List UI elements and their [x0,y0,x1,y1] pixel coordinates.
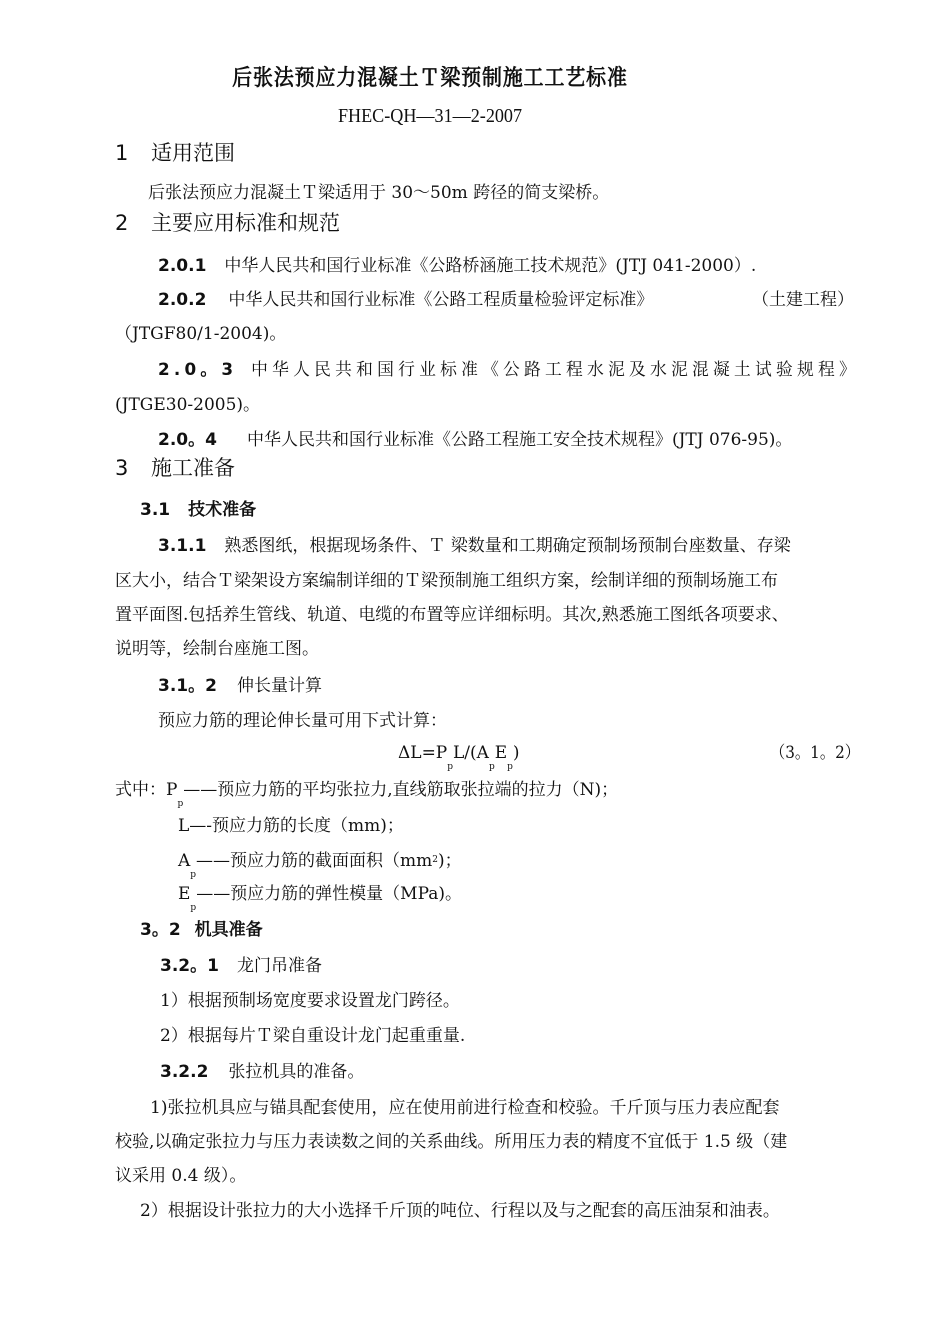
para-3-2-2-item-2: 2）根据设计张拉力的大小选择千斤顶的吨位、行程以及与之配套的高压油泵和油表。 [140,1201,780,1221]
subsection-title: 机具准备 [194,920,263,940]
item-text: 中华人民共和国行业标准《公路工程水泥及水泥混凝土试验规程》 [251,360,861,380]
para-3-2-1-item-1: 1）根据预制场宽度要求设置龙门跨径。 [160,991,460,1011]
doc-code: FHEC-QH—31—2-2007 [337,105,523,127]
formula-subscript: p [488,762,495,772]
standard-item-3-cont: (JTGE30-2005)。 [115,395,261,415]
item-number: 3.2.2 [160,1062,209,1082]
section-number: 2 [115,211,129,235]
item-number: 2.0。3 [158,360,238,380]
item-title: 伸长量计算 [236,676,322,696]
definition-subscript: p [190,903,197,913]
section-title: 适用范围 [151,141,235,165]
definition-symbol: 式中：P [115,780,178,800]
formula-part: L/(A [453,743,489,763]
definition-symbol: E [178,884,191,904]
item-number: 3.1。2 [158,676,217,696]
para-3-1-2-intro: 预应力筋的理论伸长量可用下式计算： [158,711,447,731]
definition-p [115,779,619,809]
section-2-heading [115,212,340,234]
para-3-2-2-heading [160,1061,364,1083]
standard-item-2 [158,289,653,311]
para-3-1-1-line-3: 置平面图.包括养生管线、轨道、电缆的布置等应详细标明。其次,熟悉施工图纸各项要求、 [115,605,789,625]
definition-text: )； [438,851,462,871]
para-3-1-1-line-4: 说明等，绘制台座施工图。 [115,639,319,659]
standard-item-3 [158,359,860,381]
item-number: 2.0.1 [158,256,207,276]
definition-subscript: p [190,870,197,880]
para-text: 熟悉图纸，根据现场条件、Ｔ 梁数量和工期确定预制场预制台座数量、存梁 [224,536,791,556]
definition-l: L—-预应力筋的长度（mm)； [178,816,404,836]
doc-title: 后张法预应力混凝土Ｔ梁预制施工工艺标准 [232,66,628,91]
item-text: 中华人民共和国行业标准《公路工程质量检验评定标准》 [228,290,654,310]
item-title: 张拉机具的准备。 [228,1062,365,1082]
para-3-2-1-heading [160,955,322,977]
item-title: 龙门吊准备 [236,956,322,976]
para-3-1-1-line-1 [158,535,791,557]
subsection-3-1-heading [140,499,256,521]
item-text: 中华人民共和国行业标准《公路桥涵施工技术规范》(JTJ 041-2000）. [224,256,757,276]
item-number: 2.0。4 [158,430,217,450]
definition-superscript: 2 [432,855,439,865]
definition-subscript: p [177,799,184,809]
para-3-2-2-item-1-line-2: 校验,以确定张拉力与压力表读数之间的关系曲线。所用压力表的精度不宜低于 1.5 级（建 [115,1132,788,1152]
para-3-1-2-heading [158,675,322,697]
standard-item-4 [158,429,792,451]
subsection-title: 技术准备 [188,500,257,520]
standard-item-2-tail: （土建工程） [752,290,854,310]
section-3-heading [115,457,235,479]
item-number: 3.2。1 [160,956,219,976]
subsection-number: 3.1 [140,500,171,520]
formula-part: ) [512,743,520,763]
formula-subscript: p [447,762,454,772]
definition-e [178,883,463,913]
subsection-number: 3。2 [140,920,181,940]
standard-item-1 [158,255,756,277]
definition-text: ——预应力筋的平均张拉力,直线筋取张拉端的拉力（N)； [183,780,619,800]
item-text: 中华人民共和国行业标准《公路工程施工安全技术规程》(JTJ 076-95)。 [246,430,793,450]
definition-text: ——预应力筋的截面面积（mm [196,851,433,871]
section-1-text: 后张法预应力混凝土Ｔ梁适用于 30～50m 跨径的简支梁桥。 [148,183,610,203]
section-number: 3 [115,456,129,480]
standard-item-2-cont: （JTGF80/1-2004)。 [115,324,287,344]
formula-part: ΔL=P [398,743,448,763]
section-1-heading [115,142,235,164]
definition-symbol: A [178,851,191,871]
para-3-2-1-item-2: 2）根据每片Ｔ梁自重设计龙门起重重量. [160,1026,466,1046]
item-number: 3.1.1 [158,536,207,556]
section-title: 主要应用标准和规范 [151,211,340,235]
definition-text: ——预应力筋的弹性模量（MPa)。 [196,884,463,904]
formula-subscript: p [507,762,513,772]
formula-part: E [494,743,508,763]
para-3-2-2-item-1-line-1: 1)张拉机具应与锚具配套使用，应在使用前进行检查和校验。千斤顶与压力表应配套 [150,1098,780,1118]
elongation-formula [398,742,520,772]
para-3-2-2-item-1-line-3: 议采用 0.4 级）。 [115,1166,247,1186]
item-number: 2.0.2 [158,290,207,310]
subsection-3-2-heading [140,919,263,941]
definition-a [178,850,462,880]
para-3-1-1-line-2: 区大小，结合Ｔ梁架设方案编制详细的Ｔ梁预制施工组织方案，绘制详细的预制场施工布 [115,571,778,591]
section-number: 1 [115,141,129,165]
formula-equation-number: （3。1。2） [770,743,860,763]
section-title: 施工准备 [151,456,235,480]
